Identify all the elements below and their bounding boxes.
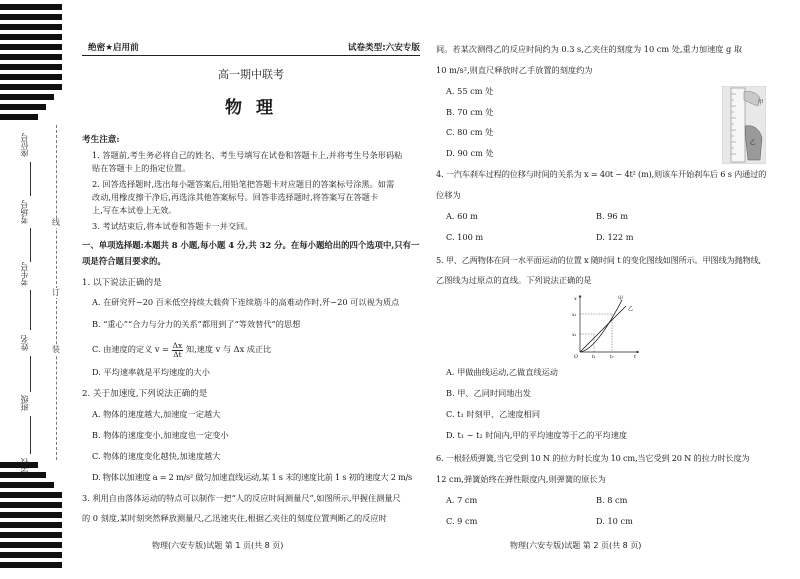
class-label: 班级: [20, 395, 29, 411]
graph-t-label: t: [634, 354, 637, 360]
binding-bar: [0, 44, 62, 50]
q4-option-a: A. 60 m: [446, 211, 478, 221]
q3-option-a: A. 55 cm 处: [446, 86, 494, 96]
notice-line: 改动,用橡皮擦干净后,再选涂其他答案标号。回答非选择题时,将答案写在答题卡: [92, 192, 379, 202]
fig-label-jia: 甲: [758, 100, 764, 106]
graph-x1-label: x₁: [572, 333, 577, 338]
q4-line: 4. 一汽车刹车过程的位移与时间的关系为 x = 40t − 4t² (m),则该车开始刹车后 6 s 内通过的: [436, 169, 767, 179]
q3-option-c: C. 80 cm 处: [446, 127, 494, 137]
secret-mark: 绝密★启用前: [88, 43, 139, 53]
xt-graph: [572, 292, 642, 360]
exam-room-label: 考场号: [20, 200, 29, 224]
graph-origin-label: O: [574, 354, 579, 360]
page-2-footer: 物理(六安专版)试题 第 2 页(共 8 页): [510, 541, 642, 550]
subject-title: 物 理: [225, 98, 277, 118]
binding-bar: [0, 492, 62, 498]
exam-room-line: [30, 228, 31, 262]
binding-bar: [0, 512, 62, 518]
q1-option-d: D. 平均速率就是平均速度的大小: [92, 367, 210, 377]
page-2: [436, 0, 774, 579]
q3-option-d: D. 90 cm 处: [446, 148, 494, 158]
cut-char-zhuang: 装: [52, 345, 60, 354]
graph-t2-label: t₂: [610, 355, 614, 360]
notice-line: 2. 回答选择题时,选出每小题答案后,用铅笔把答题卡对应题目的答案标号涂黑。如需: [92, 179, 395, 189]
binding-bar: [0, 64, 62, 70]
q2-option-c: C. 物体的速度变化越快,加速度越大: [92, 451, 221, 461]
q2-option-a: A. 物体的速度越大,加速度一定越大: [92, 409, 221, 419]
q4-line: 位移为: [436, 190, 461, 200]
q5-option-d: D. t₁ ~ t₂ 时间内,甲的平均速度等于乙的平均速度: [446, 430, 628, 440]
graph-x2-label: x₂: [572, 313, 577, 318]
q6-option-b: B. 8 cm: [596, 495, 628, 505]
school-label: 学校: [20, 458, 29, 474]
q6-option-a: A. 7 cm: [446, 495, 478, 505]
q6-line: 12 cm,弹簧始终在弹性限度内,则弹簧的原长为: [436, 474, 606, 484]
section-heading: 一、单项选择题:本题共 8 小题,每小题 4 分,共 32 分。在每小题给出的四个选项中,只有一: [82, 240, 420, 250]
binding-bar: [0, 462, 38, 468]
q1-option-b: B. “重心”“合力与分力的关系”都用到了“等效替代”的思想: [92, 319, 301, 329]
q6-option-d: D. 10 cm: [596, 516, 633, 526]
exam-title: 高一期中联考: [218, 68, 284, 81]
graph-x-label: x: [574, 296, 577, 302]
header-rule: [82, 55, 420, 56]
yi-line: [580, 306, 626, 352]
q1-c-suffix: 知,速度 v 与 Δx 成正比: [185, 344, 272, 354]
name-label: 姓名: [20, 335, 29, 351]
ruler-shape: [731, 88, 745, 162]
candidate-number-line: [30, 290, 31, 330]
q4-option-b: B. 96 m: [596, 211, 629, 221]
binding-bar: [0, 24, 62, 30]
fig-label-yi: 乙: [750, 140, 756, 146]
binding-bar: [0, 74, 62, 80]
q3-line: 10 m/s²,则直尺释放时乙手放置的刻度约为: [436, 65, 593, 75]
notice-line: 3. 考试结束后,将本试卷和答题卡一并交回。: [92, 221, 253, 231]
q6-option-c: C. 9 cm: [446, 516, 478, 526]
binding-bar: [0, 552, 62, 558]
q1-c-prefix: C. 由速度的定义 v =: [92, 344, 169, 354]
q4-option-d: D. 122 m: [596, 232, 634, 242]
page-1-footer: 物理(六安专版)试题 第 1 页(共 8 页): [152, 541, 284, 550]
q5-option-b: B. 甲、乙同时同地出发: [446, 388, 531, 398]
notice-line: 贴在答题卡上的指定位置。: [92, 163, 191, 173]
q2-option-b: B. 物体的速度变小,加速度也一定变小: [92, 430, 229, 440]
q3-line: 3. 利用自由落体运动的特点可以制作一把“人的反应时间测量尺”,如图所示,甲握住测量尺: [82, 493, 401, 503]
q1-option-a: A. 在研究歼−20 百米低空持续大载荷下连续筋斗的高难动作时,歼−20 可以视为质点: [92, 297, 400, 307]
cut-char-ding: 订: [52, 288, 60, 297]
q5-option-a: A. 甲做曲线运动,乙做直线运动: [446, 367, 558, 377]
graph-jia-label: 甲: [618, 296, 624, 302]
q3-line: 的 0 刻度,某时刻突然释放测量尺,乙迅速夹住,根据乙夹住的刻度位置判断乙的反应时: [82, 513, 387, 523]
section-heading: 项是符合题目要求的。: [82, 256, 166, 266]
notice-line: 1. 答题前,考生务必将自己的姓名、考生号填写在试卷和答题卡上,并将考生号条形码粘: [92, 150, 403, 160]
q3-option-b: B. 70 cm 处: [446, 107, 494, 117]
binding-strip: [0, 0, 72, 579]
q1-option-c: [92, 342, 271, 358]
binding-bar: [0, 532, 62, 538]
paper-type: 试卷类型:六安专版: [347, 43, 420, 53]
q1-frac-num: Δx: [172, 341, 183, 350]
page-1: [82, 0, 420, 579]
q1-frac-den: Δt: [173, 349, 182, 359]
class-line: [30, 416, 31, 454]
binding-bar: [0, 114, 38, 120]
q3-line: 间。若某次测得乙的反应时间约为 0.3 s,乙夹住的刻度为 10 cm 处,重力加速度 g 取: [436, 44, 743, 54]
graph-yi-label: 乙: [628, 306, 634, 312]
q6-line: 6. 一根轻质弹簧,当它受到 10 N 的拉力时长度为 10 cm,当它受到 20 N 的拉力时长度为: [436, 453, 750, 463]
binding-bar: [0, 94, 54, 100]
q5-line: 5. 甲、乙两物体在同一水平面运动的位置 x 随时间 t 的变化图线如图所示。甲图线为抛物线,: [436, 255, 761, 265]
notice-heading: 考生注意:: [82, 135, 120, 145]
q1-stem: 1. 以下说法正确的是: [82, 278, 162, 288]
binding-bar: [0, 502, 62, 508]
name-line: [30, 356, 31, 392]
cut-char-xian: 线: [52, 218, 60, 227]
binding-bar: [0, 14, 62, 20]
binding-bar: [0, 84, 62, 90]
seat-number-line: [30, 162, 31, 196]
graph-t1-label: t₁: [592, 355, 596, 360]
q2-option-d: D. 物体以加速度 a = 2 m/s² 做匀加速直线运动,某 1 s 末的速度比前 1 s 初的速度大 2 m/s: [92, 472, 413, 482]
seat-number-label: 座位号: [20, 133, 29, 157]
binding-bar: [0, 482, 54, 488]
notice-line: 上,写在本试卷上无效。: [92, 205, 177, 215]
binding-bar: [0, 34, 62, 40]
binding-bar: [0, 54, 62, 60]
reaction-ruler-figure: [722, 86, 766, 164]
q1-fraction: [172, 342, 184, 358]
binding-bar: [0, 542, 62, 548]
binding-bar: [0, 104, 46, 110]
q2-stem: 2. 关于加速度,下列说法正确的是: [82, 389, 208, 399]
binding-bar: [0, 522, 62, 528]
q5-option-c: C. t₁ 时刻甲、乙速度相同: [446, 409, 541, 419]
binding-bar: [0, 4, 62, 10]
q5-line: 乙图线为过原点的直线。下列说法正确的是: [436, 275, 592, 285]
binding-bar: [0, 562, 62, 568]
jia-curve: [580, 300, 622, 352]
q4-option-c: C. 100 m: [446, 232, 484, 242]
candidate-number-label: 考生号: [20, 262, 29, 286]
